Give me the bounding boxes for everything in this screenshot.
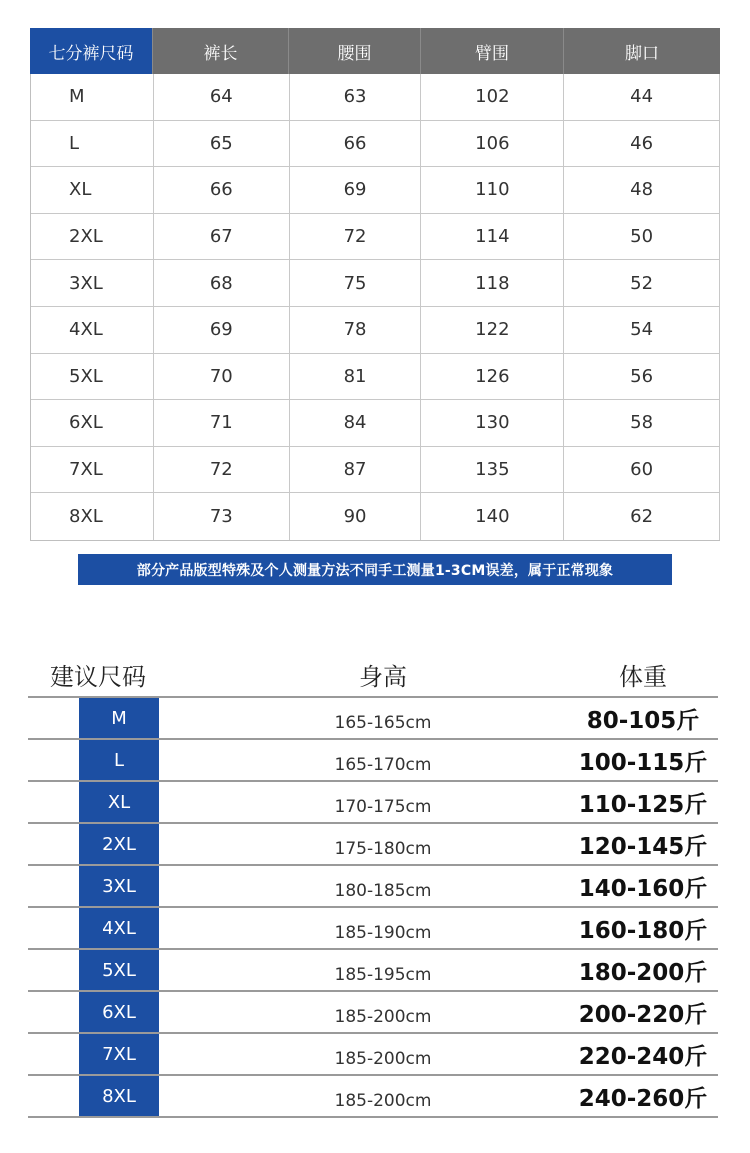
cell-height: 165-170cm — [334, 755, 432, 775]
recommend-table-body — [28, 698, 718, 1118]
table-row — [28, 1034, 718, 1076]
cell-hip: 135 — [421, 447, 564, 493]
cell-height: 185-190cm — [334, 923, 432, 943]
table-row — [31, 354, 720, 401]
size-badge: M — [79, 698, 159, 738]
cell-weight: 220-240斤 — [578, 1043, 708, 1070]
header-recommend-size: 建议尺码 — [50, 662, 146, 691]
cell-hem: 56 — [564, 354, 720, 400]
cell-height: 175-180cm — [334, 839, 432, 859]
cell-waist: 63 — [290, 74, 422, 120]
size-measurement-table — [30, 28, 720, 541]
cell-length: 67 — [154, 214, 290, 260]
header-length: 裤长 — [153, 28, 289, 74]
cell-weight: 160-180斤 — [578, 917, 708, 944]
recommend-table-header — [28, 652, 718, 698]
cell-size — [28, 824, 168, 864]
cell-size — [28, 950, 168, 990]
size-badge: 4XL — [79, 908, 159, 948]
cell-hip: 106 — [421, 121, 564, 167]
size-table-header — [30, 28, 720, 74]
cell-size: 4XL — [31, 307, 154, 353]
cell-weight: 100-115斤 — [578, 749, 708, 776]
table-row — [28, 740, 718, 782]
header-waist: 腰围 — [289, 28, 421, 74]
measurement-notice: 部分产品版型特殊及个人测量方法不同手工测量1-3CM误差，属于正常现象 — [78, 554, 672, 585]
cell-length: 71 — [154, 400, 290, 446]
cell-size: 6XL — [31, 400, 154, 446]
cell-size: XL — [31, 167, 154, 213]
header-hip: 臂围 — [421, 28, 564, 74]
table-row — [28, 782, 718, 824]
cell-size — [28, 1076, 168, 1116]
header-weight: 体重 — [619, 662, 667, 691]
table-row — [31, 260, 720, 307]
size-badge: 8XL — [79, 1076, 159, 1116]
cell-weight: 110-125斤 — [578, 791, 708, 818]
size-badge: 3XL — [79, 866, 159, 906]
cell-waist: 66 — [290, 121, 422, 167]
cell-length: 68 — [154, 260, 290, 306]
cell-length: 70 — [154, 354, 290, 400]
cell-height: 185-200cm — [334, 1007, 432, 1027]
cell-weight: 80-105斤 — [586, 707, 700, 734]
cell-weight: 140-160斤 — [578, 875, 708, 902]
cell-waist: 72 — [290, 214, 422, 260]
size-badge: 5XL — [79, 950, 159, 990]
header-size: 七分裤尺码 — [30, 28, 153, 74]
size-badge: 7XL — [79, 1034, 159, 1074]
cell-length: 69 — [154, 307, 290, 353]
cell-waist: 84 — [290, 400, 422, 446]
cell-hem: 62 — [564, 493, 720, 540]
table-row — [31, 447, 720, 494]
cell-size — [28, 866, 168, 906]
size-badge: 6XL — [79, 992, 159, 1032]
cell-size: 8XL — [31, 493, 154, 540]
header-hem: 脚口 — [564, 28, 720, 74]
table-row — [28, 950, 718, 992]
table-row — [28, 908, 718, 950]
table-row — [31, 74, 720, 121]
cell-height: 185-200cm — [334, 1049, 432, 1069]
cell-height: 185-200cm — [334, 1091, 432, 1111]
cell-length: 73 — [154, 493, 290, 540]
cell-hip: 122 — [421, 307, 564, 353]
cell-size: 3XL — [31, 260, 154, 306]
cell-length: 64 — [154, 74, 290, 120]
cell-waist: 69 — [290, 167, 422, 213]
cell-hip: 126 — [421, 354, 564, 400]
cell-size — [28, 698, 168, 738]
cell-weight: 180-200斤 — [578, 959, 708, 986]
table-row — [31, 493, 720, 540]
table-row — [28, 824, 718, 866]
cell-hip: 140 — [421, 493, 564, 540]
cell-size: M — [31, 74, 154, 120]
cell-hem: 60 — [564, 447, 720, 493]
cell-hip: 118 — [421, 260, 564, 306]
cell-hip: 114 — [421, 214, 564, 260]
cell-hem: 54 — [564, 307, 720, 353]
size-badge: 2XL — [79, 824, 159, 864]
cell-hem: 50 — [564, 214, 720, 260]
cell-size — [28, 1034, 168, 1074]
cell-hip: 130 — [421, 400, 564, 446]
cell-weight: 240-260斤 — [578, 1085, 708, 1112]
table-row — [28, 866, 718, 908]
cell-hem: 44 — [564, 74, 720, 120]
cell-weight: 120-145斤 — [578, 833, 708, 860]
cell-waist: 81 — [290, 354, 422, 400]
size-badge: XL — [79, 782, 159, 822]
cell-hip: 102 — [421, 74, 564, 120]
cell-hem: 58 — [564, 400, 720, 446]
cell-height: 180-185cm — [334, 881, 432, 901]
cell-length: 65 — [154, 121, 290, 167]
recommend-size-table — [28, 652, 718, 1118]
table-row — [31, 400, 720, 447]
table-row — [28, 698, 718, 740]
cell-length: 72 — [154, 447, 290, 493]
table-row — [31, 121, 720, 168]
table-row — [31, 307, 720, 354]
table-row — [28, 1076, 718, 1118]
cell-length: 66 — [154, 167, 290, 213]
table-row — [31, 214, 720, 261]
table-row — [28, 992, 718, 1034]
cell-size: 7XL — [31, 447, 154, 493]
size-badge: L — [79, 740, 159, 780]
cell-size: 2XL — [31, 214, 154, 260]
cell-waist: 75 — [290, 260, 422, 306]
cell-size — [28, 908, 168, 948]
cell-height: 185-195cm — [334, 965, 432, 985]
cell-waist: 87 — [290, 447, 422, 493]
table-row — [31, 167, 720, 214]
header-height: 身高 — [359, 662, 407, 691]
cell-size — [28, 740, 168, 780]
cell-height: 170-175cm — [334, 797, 432, 817]
cell-size: 5XL — [31, 354, 154, 400]
cell-size: L — [31, 121, 154, 167]
cell-hem: 48 — [564, 167, 720, 213]
cell-size — [28, 782, 168, 822]
cell-hip: 110 — [421, 167, 564, 213]
cell-hem: 46 — [564, 121, 720, 167]
cell-size — [28, 992, 168, 1032]
cell-waist: 90 — [290, 493, 422, 540]
cell-height: 165-165cm — [334, 713, 432, 733]
size-table-body — [30, 74, 720, 541]
cell-weight: 200-220斤 — [578, 1001, 708, 1028]
cell-waist: 78 — [290, 307, 422, 353]
cell-hem: 52 — [564, 260, 720, 306]
